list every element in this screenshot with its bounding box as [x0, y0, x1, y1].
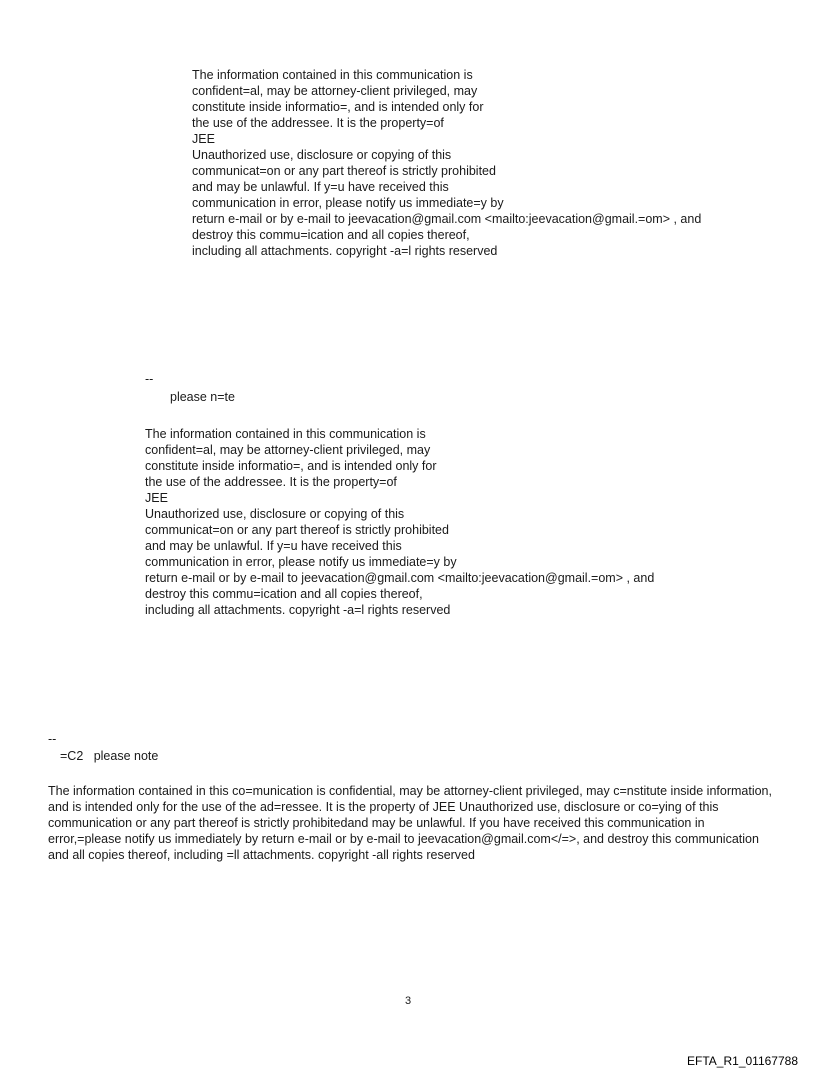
bates-number: EFTA_R1_01167788 — [687, 1054, 798, 1068]
disclaimer-1-line: communication in error, please notify us immediate=y by — [192, 196, 504, 210]
disclaimer-1-line: return e-mail or by e-mail to jeevacation@gmail.com <mailto:jeevacation@gmail.=om> , and — [192, 212, 702, 226]
signature-separator-1: -- — [145, 372, 154, 386]
disclaimer-1-line: including all attachments. copyright -a=l rights reserved — [192, 244, 498, 258]
disclaimer-2-line: return e-mail or by e-mail to jeevacation@gmail.com <mailto:jeevacation@gmail.=om> , and — [145, 571, 655, 585]
disclaimer-2-line: Unauthorized use, disclosure or copying of this — [145, 507, 405, 521]
disclaimer-2-line: the use of the addressee. It is the property=of — [145, 475, 397, 489]
disclaimer-2-line: confident=al, may be attorney-client privileged, may — [145, 443, 431, 457]
disclaimer-2-line: including all attachments. copyright -a=l rights reserved — [145, 603, 451, 617]
disclaimer-1-line: and may be unlawful. If y=u have received this — [192, 180, 449, 194]
please-note-1: please n=te — [170, 390, 235, 404]
disclaimer-2-line: communication in error, please notify us immediate=y by — [145, 555, 457, 569]
disclaimer-block-1 — [192, 67, 701, 259]
disclaimer-2-line: constitute inside informatio=, and is intended only for — [145, 459, 437, 473]
disclaimer-1-line: confident=al, may be attorney-client privileged, may — [192, 84, 478, 98]
disclaimer-block-3: The information contained in this co=munication is confidential, may be attorney-client privileged, may c=nstitute inside information, and is intended only for the use of the ad=ressee. It is the property of JEE Unauthorized use, disclosure or co=ying of this communication or any part thereof is strictly prohibitedand may be unlawful. If you have received this communication in error,=please notify us immediately by return e-mail or by e-mail to jeevacation@gmail.com</=>, and destroy this communication and all copies thereof, including =ll attachments. copyright -all rights reserved — [48, 784, 772, 862]
disclaimer-1-line: Unauthorized use, disclosure or copying of this — [192, 148, 452, 162]
disclaimer-1-line: communicat=on or any part thereof is strictly prohibited — [192, 164, 496, 178]
disclaimer-block-2 — [145, 426, 654, 618]
disclaimer-1-line: The information contained in this communication is — [192, 68, 473, 82]
disclaimer-1-line: JEE — [192, 132, 215, 146]
disclaimer-2-line: and may be unlawful. If y=u have received this — [145, 539, 402, 553]
disclaimer-2-line: communicat=on or any part thereof is strictly prohibited — [145, 523, 449, 537]
signature-separator-2: -- — [48, 732, 57, 746]
disclaimer-1-line: the use of the addressee. It is the property=of — [192, 116, 444, 130]
disclaimer-2-line: destroy this commu=ication and all copies thereof, — [145, 587, 423, 601]
disclaimer-1-line: destroy this commu=ication and all copies thereof, — [192, 228, 470, 242]
page-number: 3 — [404, 995, 412, 1007]
disclaimer-1-line: constitute inside informatio=, and is intended only for — [192, 100, 484, 114]
disclaimer-2-line: JEE — [145, 491, 168, 505]
disclaimer-2-line: The information contained in this communication is — [145, 427, 426, 441]
please-note-2: =C2 please note — [60, 749, 159, 763]
